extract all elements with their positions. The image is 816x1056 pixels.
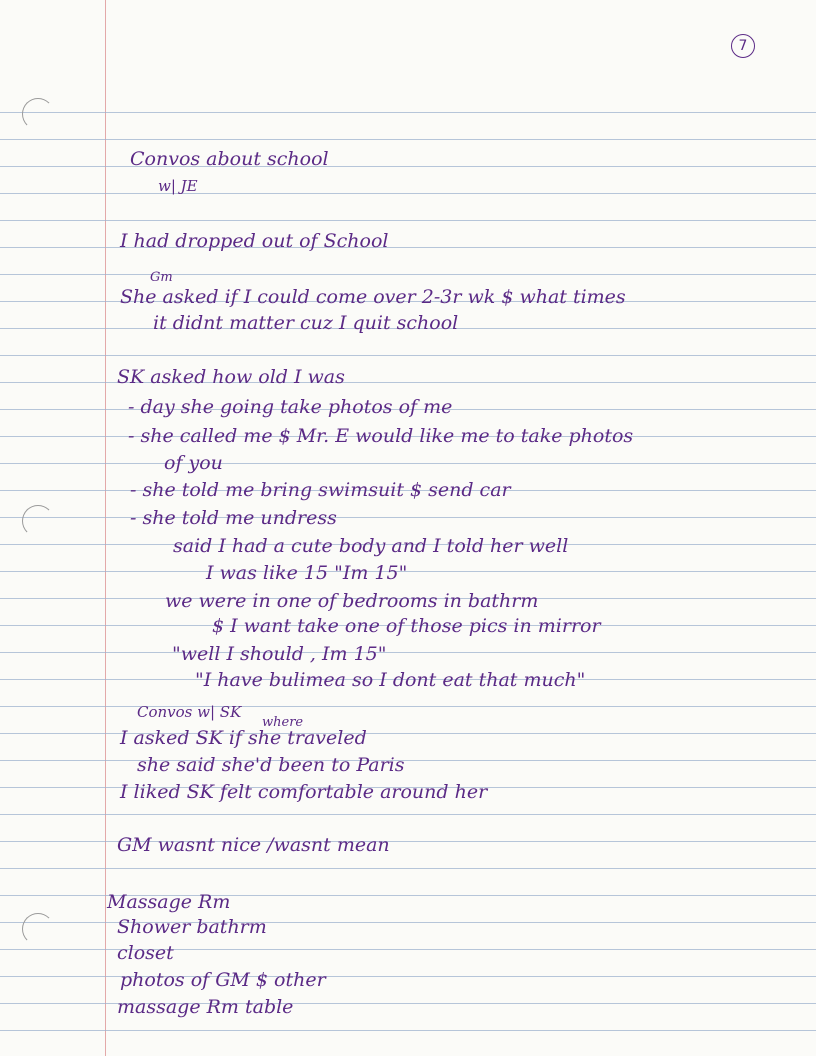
note-line: SK asked how old I was	[117, 366, 345, 388]
page-number: 7	[731, 34, 755, 58]
note-annotation: where	[262, 715, 304, 730]
ruled-line	[0, 139, 816, 140]
ruled-line	[0, 463, 816, 464]
note-line: it didnt matter cuz I quit school	[153, 312, 459, 334]
note-line: she said she'd been to Paris	[137, 754, 405, 776]
note-line: - day she going take photos of me	[128, 396, 453, 418]
punch-hole	[22, 505, 54, 537]
ruled-line	[0, 274, 816, 275]
ruled-line	[0, 517, 816, 518]
note-line: $ I want take one of those pics in mirror	[212, 615, 601, 637]
note-line: photos of GM $ other	[120, 969, 326, 991]
note-line: "well I should , Im 15"	[172, 643, 387, 665]
ruled-line	[0, 220, 816, 221]
note-line: w| JE	[158, 177, 198, 195]
note-line: closet	[117, 942, 174, 964]
note-line: Convos w| SK	[137, 703, 242, 721]
note-line: I liked SK felt comfortable around her	[120, 781, 488, 803]
note-line: massage Rm table	[117, 996, 294, 1018]
note-line: - she called me $ Mr. E would like me to take photos	[128, 425, 634, 447]
note-line: I asked SK if she traveled	[120, 727, 367, 749]
ruled-line	[0, 760, 816, 761]
note-line: Massage Rm	[107, 891, 231, 913]
ruled-line	[0, 193, 816, 194]
punch-hole	[22, 98, 54, 130]
note-line: we were in one of bedrooms in bathrm	[165, 590, 539, 612]
margin-line	[105, 0, 106, 1056]
ruled-line	[0, 868, 816, 869]
note-line: Shower bathrm	[117, 916, 267, 938]
note-line: "I have bulimea so I dont eat that much"	[195, 669, 586, 691]
note-line: of you	[164, 452, 223, 474]
punch-hole	[22, 913, 54, 945]
ruled-line	[0, 814, 816, 815]
note-line: Convos about school	[130, 148, 329, 170]
ruled-line	[0, 571, 816, 572]
ruled-line	[0, 355, 816, 356]
ruled-line	[0, 652, 816, 653]
note-line: I had dropped out of School	[120, 230, 389, 252]
note-line: I was like 15 "Im 15"	[206, 562, 408, 584]
note-line: - she told me bring swimsuit $ send car	[130, 479, 511, 501]
ruled-line	[0, 706, 816, 707]
note-line: - she told me undress	[130, 507, 337, 529]
note-annotation: Gm	[150, 270, 173, 285]
ruled-line	[0, 166, 816, 167]
note-line: GM wasnt nice /wasnt mean	[117, 834, 390, 856]
note-line: said I had a cute body and I told her well	[173, 535, 569, 557]
ruled-line	[0, 1030, 816, 1031]
note-line: She asked if I could come over 2-3r wk $ what times	[120, 286, 626, 308]
ruled-line	[0, 112, 816, 113]
